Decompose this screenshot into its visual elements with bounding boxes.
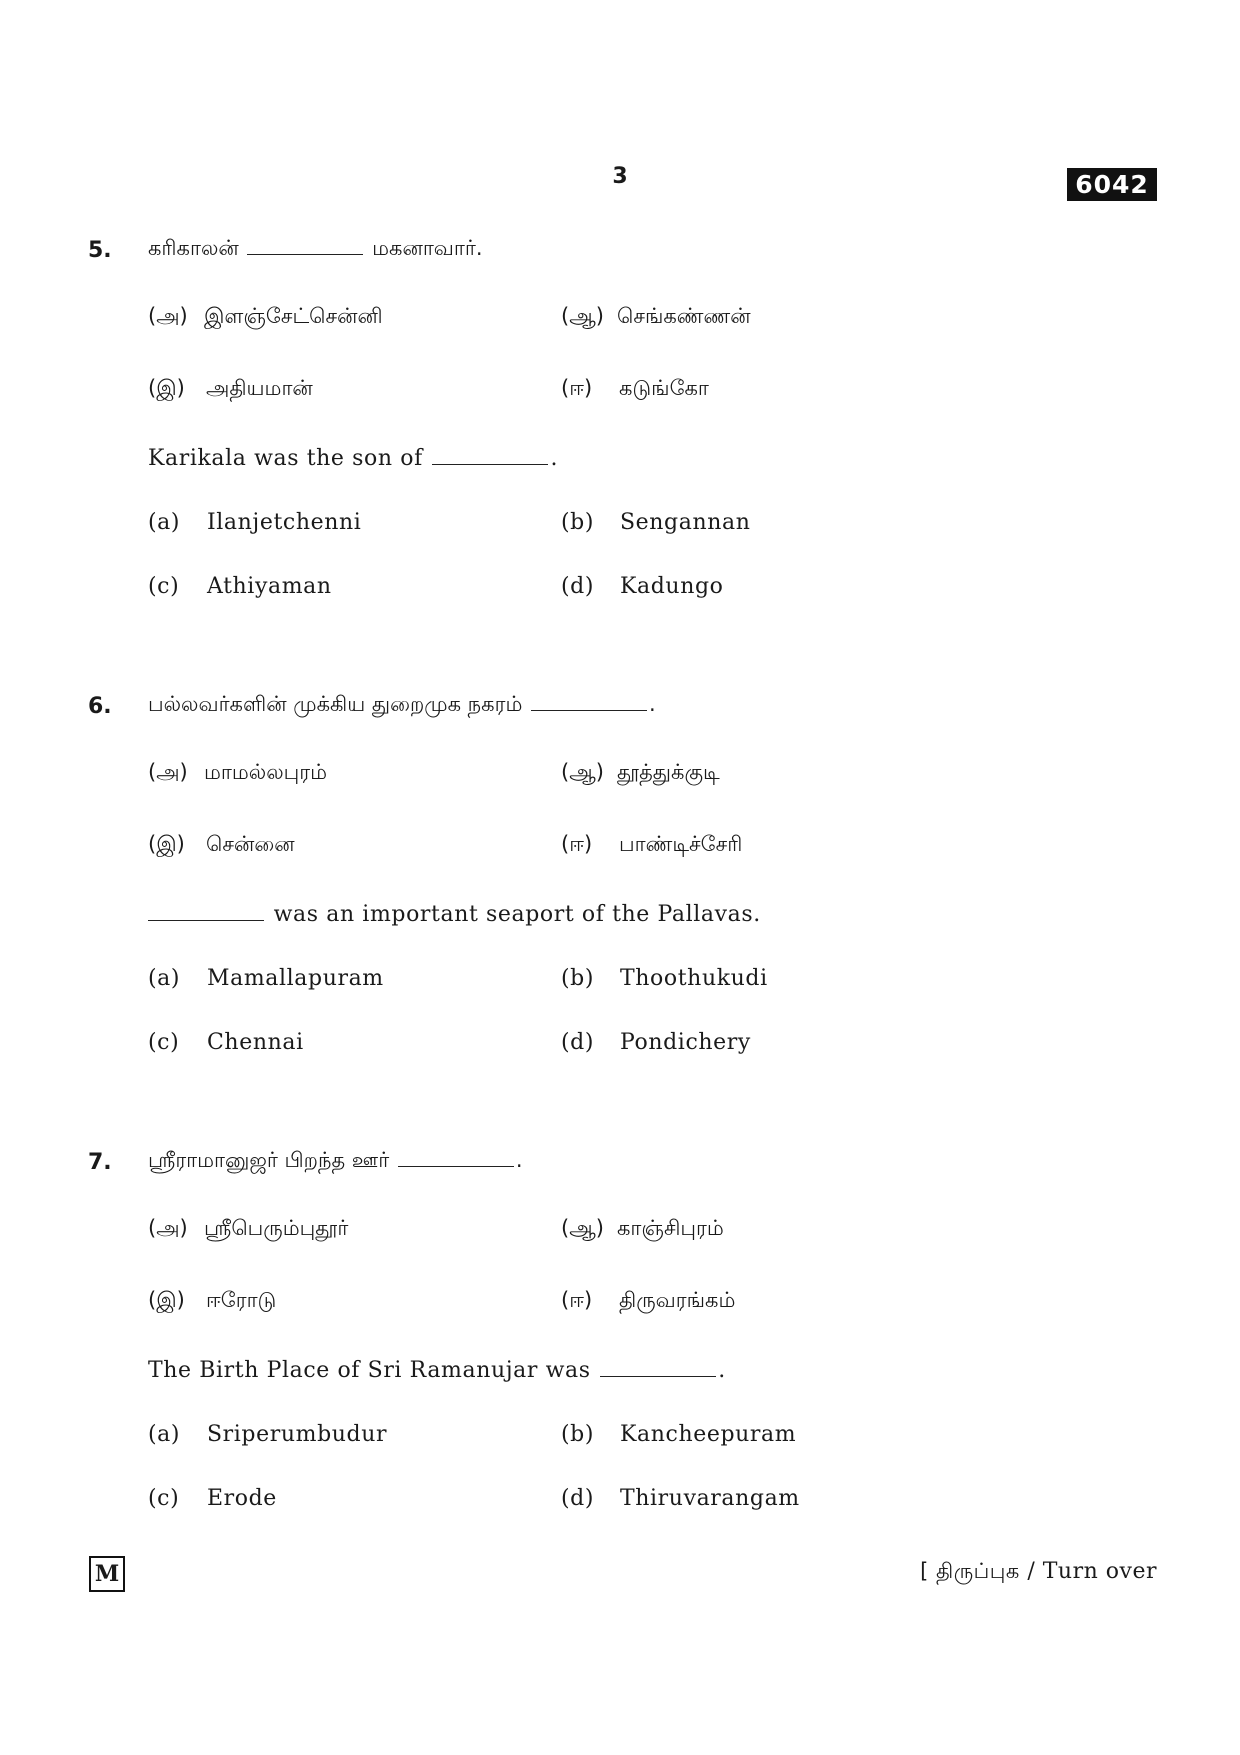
option-label: (a)	[148, 510, 181, 535]
english-option-d	[561, 1486, 800, 1511]
question-tamil-text	[148, 692, 656, 719]
option-label: (ஆ)	[561, 304, 604, 328]
answer-blank	[398, 1148, 514, 1167]
option-text: Sriperumbudur	[207, 1422, 388, 1447]
option-label: (ஆ)	[561, 1216, 604, 1240]
option-text: Sengannan	[620, 510, 751, 535]
option-label: (d)	[561, 1030, 595, 1055]
option-label: (அ)	[148, 304, 188, 328]
tamil-option-b	[561, 304, 751, 331]
question-tamil-pre: கரிகாலன்	[148, 236, 239, 260]
tamil-option-c	[148, 1288, 277, 1315]
option-label: (ஆ)	[561, 760, 604, 784]
turn-over-english: / Turn over	[1019, 1559, 1157, 1584]
tamil-option-c	[148, 376, 313, 403]
option-label: (ஈ)	[561, 832, 593, 856]
answer-blank	[600, 1358, 716, 1377]
option-label: (d)	[561, 574, 595, 599]
question-english-text	[148, 1358, 726, 1383]
english-option-a	[148, 510, 362, 535]
question-english-post: was an important seaport of the Pallavas.	[273, 902, 761, 927]
option-label: (அ)	[148, 760, 188, 784]
tamil-option-d	[561, 376, 709, 403]
option-text: மாமல்லபுரம்	[204, 760, 328, 784]
turn-over-tamil: [ திருப்புக	[920, 1559, 1020, 1583]
tamil-option-a	[148, 304, 383, 331]
tamil-option-a	[148, 1216, 349, 1243]
answer-blank	[148, 902, 264, 921]
option-label: (இ)	[148, 376, 185, 400]
answer-blank	[432, 446, 548, 465]
tamil-option-b	[561, 760, 720, 787]
option-label: (c)	[148, 1030, 180, 1055]
page-number: 3	[612, 164, 628, 189]
question-number: 6.	[88, 694, 112, 719]
option-text: இளஞ்சேட்சென்னி	[204, 304, 383, 328]
question-tamil-post: மகனாவார்.	[372, 236, 483, 260]
question-english-post: .	[718, 1358, 726, 1383]
english-option-b	[561, 966, 768, 991]
option-text: பாண்டிச்சேரி	[619, 832, 743, 856]
english-option-d	[561, 1030, 751, 1055]
english-option-b	[561, 510, 751, 535]
english-option-c	[148, 1030, 304, 1055]
medium-mark-box: M	[89, 1556, 125, 1592]
option-label: (a)	[148, 966, 181, 991]
question-tamil-pre: பல்லவர்களின் முக்கிய துறைமுக நகரம்	[148, 692, 523, 716]
option-label: (b)	[561, 966, 595, 991]
option-text: Erode	[207, 1486, 277, 1511]
option-text: Kancheepuram	[620, 1422, 797, 1447]
tamil-option-d	[561, 832, 743, 859]
question-english-pre: The Birth Place of Sri Ramanujar was	[148, 1358, 591, 1383]
option-text: ஈரோடு	[206, 1288, 277, 1312]
option-label: (b)	[561, 510, 595, 535]
option-text: அதியமான்	[206, 376, 313, 400]
option-label: (a)	[148, 1422, 181, 1447]
option-text: Pondichery	[620, 1030, 751, 1055]
answer-blank	[247, 236, 363, 255]
option-text: கடுங்கோ	[619, 376, 709, 400]
option-text: Kadungo	[620, 574, 724, 599]
option-text: Ilanjetchenni	[207, 510, 362, 535]
option-text: Athiyaman	[207, 574, 332, 599]
tamil-option-c	[148, 832, 295, 859]
option-label: (ஈ)	[561, 376, 593, 400]
question-english-text	[148, 902, 761, 927]
question-tamil-text	[148, 1148, 523, 1175]
option-label: (அ)	[148, 1216, 188, 1240]
option-text: தூத்துக்குடி	[617, 760, 720, 784]
option-text: திருவரங்கம்	[619, 1288, 736, 1312]
english-option-d	[561, 574, 724, 599]
option-text: Thoothukudi	[620, 966, 768, 991]
option-label: (இ)	[148, 1288, 185, 1312]
question-tamil-pre: ஸ்ரீராமானுஜர் பிறந்த ஊர்	[148, 1148, 390, 1172]
option-text: ஸ்ரீபெரும்புதூர்	[204, 1216, 349, 1240]
question-number: 5.	[88, 238, 112, 263]
option-label: (b)	[561, 1422, 595, 1447]
option-text: சென்னை	[206, 832, 295, 856]
option-text: காஞ்சிபுரம்	[617, 1216, 724, 1240]
option-text: செங்கண்ணன்	[617, 304, 751, 328]
answer-blank	[531, 692, 647, 711]
option-text: Chennai	[207, 1030, 304, 1055]
tamil-option-b	[561, 1216, 724, 1243]
question-number: 7.	[88, 1150, 112, 1175]
tamil-option-a	[148, 760, 328, 787]
english-option-c	[148, 1486, 277, 1511]
english-option-a	[148, 966, 384, 991]
tamil-option-d	[561, 1288, 736, 1315]
question-tamil-text	[148, 236, 483, 263]
option-label: (d)	[561, 1486, 595, 1511]
english-option-a	[148, 1422, 388, 1447]
question-tamil-post: .	[649, 692, 656, 716]
english-option-c	[148, 574, 332, 599]
paper-code-badge: 6042	[1067, 168, 1157, 201]
option-label: (இ)	[148, 832, 185, 856]
question-english-post: .	[550, 446, 559, 471]
option-text: Mamallapuram	[207, 966, 384, 991]
turn-over-note	[920, 1559, 1157, 1586]
question-english-pre: Karikala was the son of	[148, 446, 423, 471]
option-text: Thiruvarangam	[620, 1486, 800, 1511]
question-english-text	[148, 446, 558, 471]
option-label: (ஈ)	[561, 1288, 593, 1312]
option-label: (c)	[148, 1486, 180, 1511]
english-option-b	[561, 1422, 797, 1447]
option-label: (c)	[148, 574, 180, 599]
question-tamil-post: .	[515, 1148, 523, 1172]
